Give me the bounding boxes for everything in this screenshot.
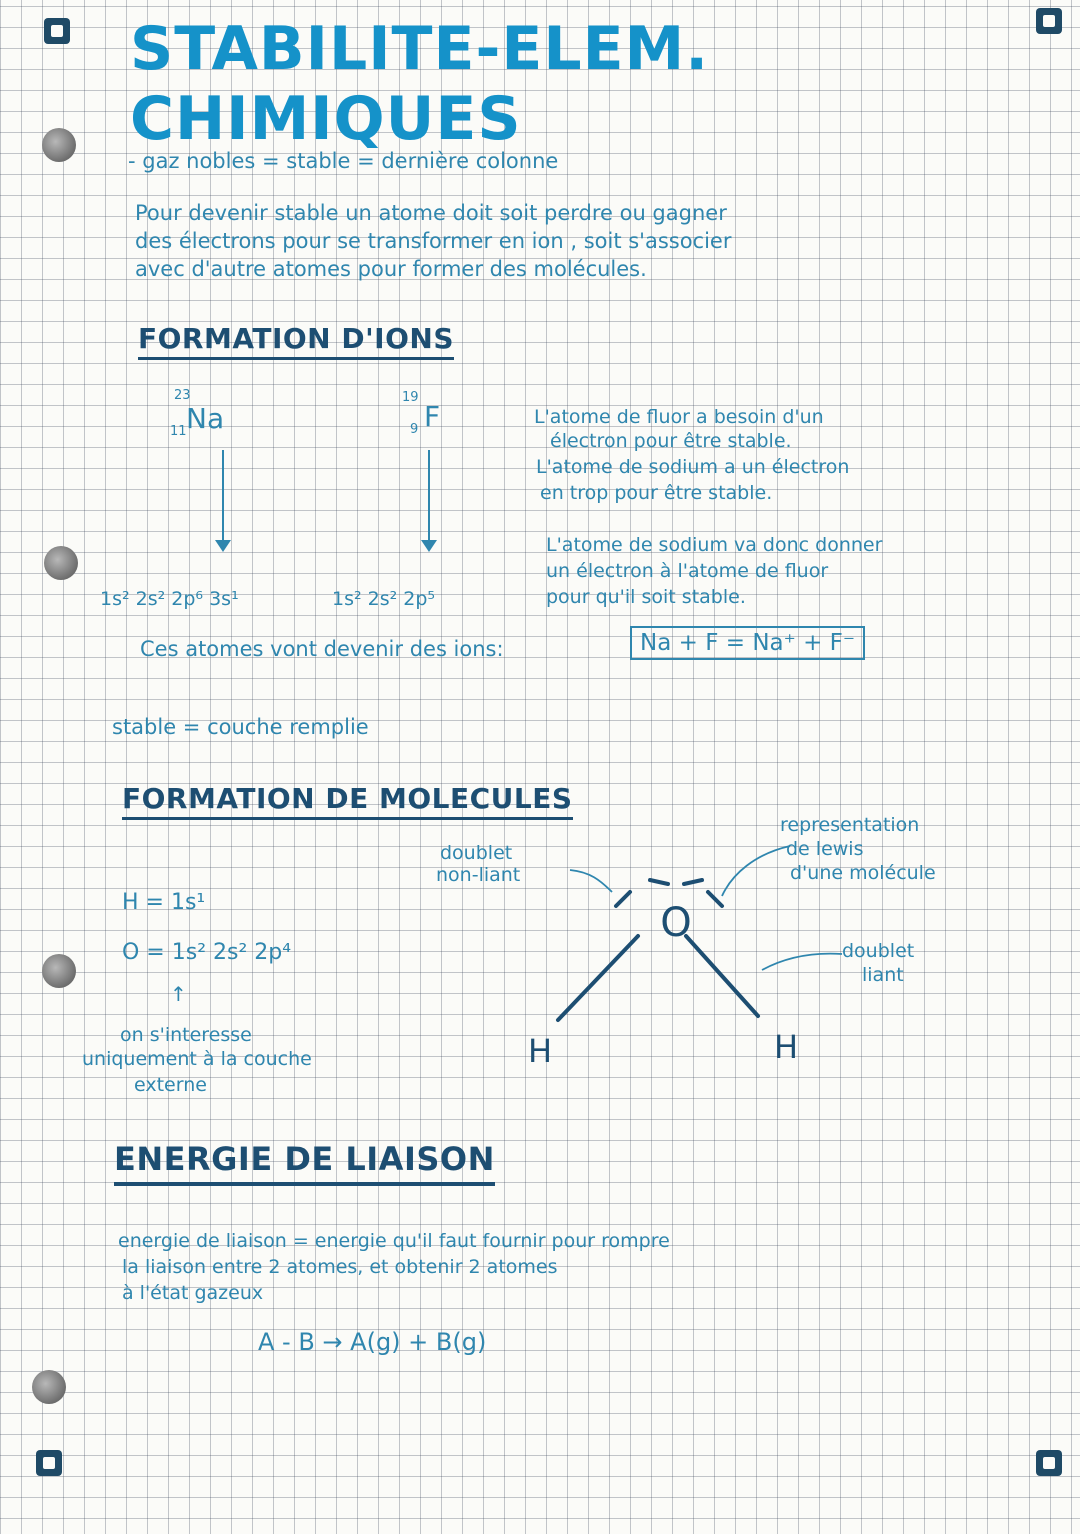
punch-hole — [42, 128, 76, 162]
lone-pair-line — [684, 880, 702, 884]
na-electron-config: 1s² 2s² 2p⁶ 3s¹ — [100, 588, 239, 610]
na-atomic-number: 11 — [170, 424, 187, 439]
section-heading-energie: ENERGIE DE LIAISON — [114, 1140, 495, 1186]
ions-note-line-3: L'atome de sodium a un électron — [536, 456, 850, 478]
energie-def-line-1: energie de liaison = energie qu'il faut fournir pour rompre — [118, 1230, 670, 1252]
intro-para-line-2: des électrons pour se transformer en ion , soit s'associer — [135, 229, 732, 253]
doublet-liant-label-2: liant — [862, 964, 904, 986]
bond-line — [558, 936, 638, 1020]
ion-equation: Na + F = Na⁺ + F⁻ — [630, 626, 865, 660]
lewis-label-line-1: representation — [780, 814, 920, 836]
intro-noble-gases: - gaz nobles = stable = dernière colonne — [128, 149, 559, 173]
f-electron-config: 1s² 2s² 2p⁵ — [332, 588, 436, 610]
bond-line — [686, 936, 758, 1016]
lone-pair-line — [650, 880, 668, 884]
arrow-from-lewis-label — [722, 846, 790, 896]
oxygen-config: O = 1s² 2s² 2p⁴ — [122, 940, 292, 965]
atom-h-right: H — [773, 1028, 799, 1066]
corner-mark-icon — [1036, 1450, 1062, 1476]
up-arrow-icon: ↑ — [170, 982, 187, 1006]
atom-h-left: H — [527, 1032, 553, 1070]
na-mass-number: 23 — [174, 388, 191, 403]
arrow-to-lone-pair — [570, 870, 612, 892]
corner-mark-icon — [44, 18, 70, 44]
ions-note2-line-2: un électron à l'atome de fluor — [546, 560, 829, 582]
f-mass-number: 19 — [402, 390, 419, 405]
hydrogen-config: H = 1s¹ — [122, 890, 206, 915]
down-arrow-icon — [428, 450, 430, 550]
energie-def-line-2: la liaison entre 2 atomes, et obtenir 2 atomes — [122, 1256, 558, 1278]
energie-def-line-3: à l'état gazeux — [122, 1282, 264, 1304]
down-arrow-icon — [222, 450, 224, 550]
lone-pair-line — [708, 892, 722, 906]
ions-note2-line-1: L'atome de sodium va donc donner — [546, 534, 883, 556]
na-symbol: Na — [186, 402, 225, 435]
punch-hole — [32, 1370, 66, 1404]
ions-note-line-1: L'atome de fluor a besoin d'un — [534, 406, 824, 428]
section-heading-molecules: FORMATION DE MOLECULES — [122, 782, 573, 820]
f-symbol: F — [424, 400, 441, 433]
molecule-note-line-2: uniquement à la couche — [82, 1048, 312, 1070]
water-lewis-structure — [500, 840, 1000, 1080]
page-title: STABILITE-ELEM. CHIMIQUES — [130, 14, 710, 154]
ions-note-line-4: en trop pour être stable. — [540, 482, 773, 504]
energie-equation: A - B → A(g) + B(g) — [258, 1328, 487, 1356]
ions-note-line-2: électron pour être stable. — [550, 430, 792, 452]
molecule-note-line-1: on s'interesse — [120, 1024, 252, 1046]
doublet-non-liant-label-1: doublet — [440, 842, 513, 864]
section-heading-ions: FORMATION D'IONS — [138, 322, 454, 360]
punch-hole — [44, 546, 78, 580]
intro-para-line-3: avec d'autre atomes pour former des molécules. — [135, 257, 647, 281]
arrow-to-bond — [762, 954, 842, 970]
lewis-label-line-3: d'une molécule — [790, 862, 936, 884]
stable-definition: stable = couche remplie — [112, 715, 369, 739]
lone-pair-line — [616, 892, 630, 906]
doublet-liant-label-1: doublet — [842, 940, 915, 962]
molecule-note-line-3: externe — [134, 1074, 207, 1096]
f-atomic-number: 9 — [410, 422, 419, 437]
corner-mark-icon — [36, 1450, 62, 1476]
lewis-label-line-2: de lewis — [786, 838, 864, 860]
intro-para-line-1: Pour devenir stable un atome doit soit perdre ou gagner — [135, 201, 727, 225]
atom-o: O — [660, 900, 692, 946]
doublet-non-liant-label-2: non-liant — [436, 864, 521, 886]
ions-note2-line-3: pour qu'il soit stable. — [546, 586, 746, 608]
punch-hole — [42, 954, 76, 988]
ions-become-text: Ces atomes vont devenir des ions: — [140, 637, 504, 661]
